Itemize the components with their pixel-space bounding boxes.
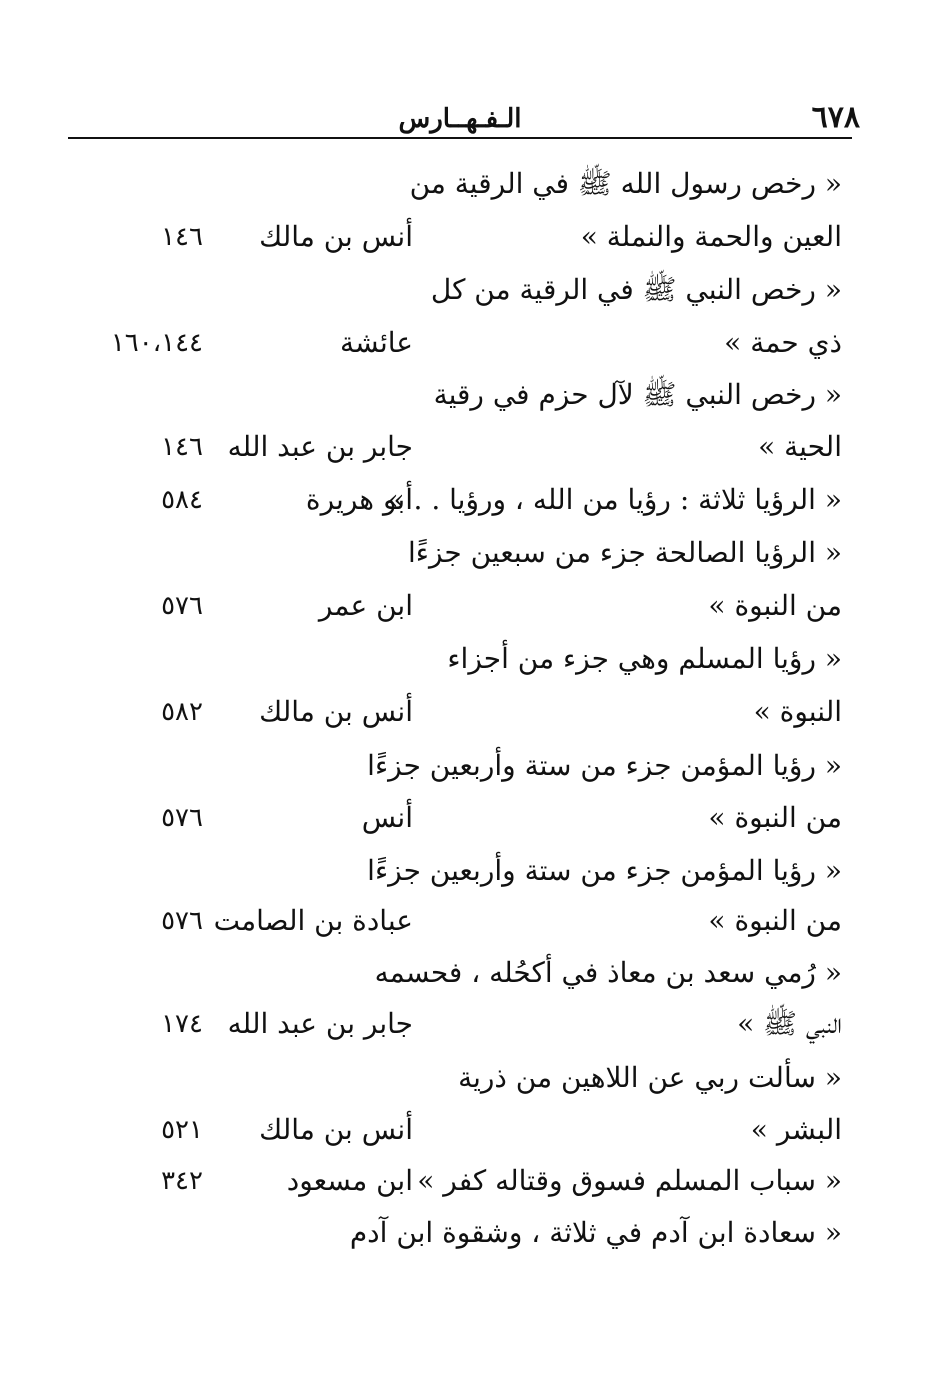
index-line	[68, 686, 852, 738]
page-refs: ٣٤٢	[161, 1166, 203, 1196]
narrator: جابر بن عبد الله	[227, 430, 413, 463]
hadith-text: « الرؤيا ثلاثة : رؤيا من الله ، ورؤيا . . »	[387, 483, 842, 516]
hadith-text: من النبوة »	[708, 904, 842, 937]
index-line	[68, 792, 852, 844]
index-line	[68, 474, 852, 526]
narrator: عبادة بن الصامت	[213, 904, 413, 937]
index-line	[68, 633, 852, 685]
narrator: أنس بن مالك	[259, 1113, 413, 1146]
index-line	[68, 527, 852, 579]
narrator: جابر بن عبد الله	[227, 1007, 413, 1040]
hadith-text: من النبوة »	[708, 589, 842, 622]
hadith-text: « سألت ربي عن اللاهين من ذرية	[458, 1061, 842, 1094]
hadith-text: النبي ﷺ »	[737, 1007, 842, 1040]
index-line	[68, 1155, 852, 1207]
index-line	[68, 1207, 852, 1259]
narrator: ابن مسعود	[286, 1164, 413, 1197]
narrator: أنس بن مالك	[259, 220, 413, 253]
hadith-text: « رُمي سعد بن معاذ في أكحُله ، فحسمه	[374, 956, 842, 989]
index-line	[68, 211, 852, 263]
hadith-text: البشر »	[750, 1113, 842, 1146]
page-refs: ٥٧٦	[161, 591, 203, 621]
index-line	[68, 421, 852, 473]
hadith-text: « رؤيا المسلم وهي جزء من أجزاء	[447, 642, 842, 675]
index-line	[68, 1104, 852, 1156]
page-number: ٦٧٨	[811, 100, 860, 135]
hadith-text: من النبوة »	[708, 801, 842, 834]
hadith-text: الحية »	[758, 430, 842, 463]
index-line	[68, 369, 852, 421]
narrator: أبو هريرة	[305, 483, 413, 516]
hadith-text: « سعادة ابن آدم في ثلاثة ، وشقوة ابن آدم	[349, 1216, 842, 1249]
index-line	[68, 947, 852, 999]
hadith-text: العين والحمة والنملة »	[580, 220, 842, 253]
narrator: عائشة	[339, 326, 413, 359]
page-refs: ٥٨٢	[161, 697, 203, 727]
narrator: أنس	[361, 801, 413, 834]
index-line	[68, 998, 852, 1050]
page-refs: ٥٧٦	[161, 906, 203, 936]
page-refs: ١٤٦	[161, 222, 203, 252]
page-refs: ٥٢١	[161, 1115, 203, 1145]
index-line	[68, 317, 852, 369]
index-line	[68, 264, 852, 316]
running-head: الـفـهــارس	[398, 104, 522, 134]
index-line	[68, 580, 852, 632]
hadith-text: « رخص النبي ﷺ لآل حزم في رقية	[433, 378, 842, 411]
page-refs: ١٦٠،١٤٤	[110, 328, 203, 358]
index-line	[68, 845, 852, 897]
index-line	[68, 740, 852, 792]
header-rule	[68, 137, 852, 139]
hadith-text: ذي حمة »	[724, 326, 842, 359]
index-line	[68, 158, 852, 210]
narrator: ابن عمر	[318, 589, 413, 622]
hadith-text: « سباب المسلم فسوق وقتاله كفر »	[417, 1164, 842, 1197]
hadith-text: « رخص النبي ﷺ في الرقية من كل	[430, 273, 842, 306]
hadith-text: « الرؤيا الصالحة جزء من سبعين جزءًا	[408, 536, 842, 569]
narrator: أنس بن مالك	[259, 695, 413, 728]
page-refs: ١٧٤	[161, 1009, 203, 1039]
hadith-text: « رؤيا المؤمن جزء من ستة وأربعين جزءًا	[367, 854, 842, 887]
hadith-text: « رؤيا المؤمن جزء من ستة وأربعين جزءًا	[367, 749, 842, 782]
page-refs: ١٤٦	[161, 432, 203, 462]
hadith-text: النبوة »	[753, 695, 842, 728]
hadith-text: « رخص رسول الله ﷺ في الرقية من	[409, 167, 842, 200]
index-line	[68, 1052, 852, 1104]
page-refs: ٥٧٦	[161, 803, 203, 833]
index-line	[68, 895, 852, 947]
page-refs: ٥٨٤	[161, 485, 203, 515]
